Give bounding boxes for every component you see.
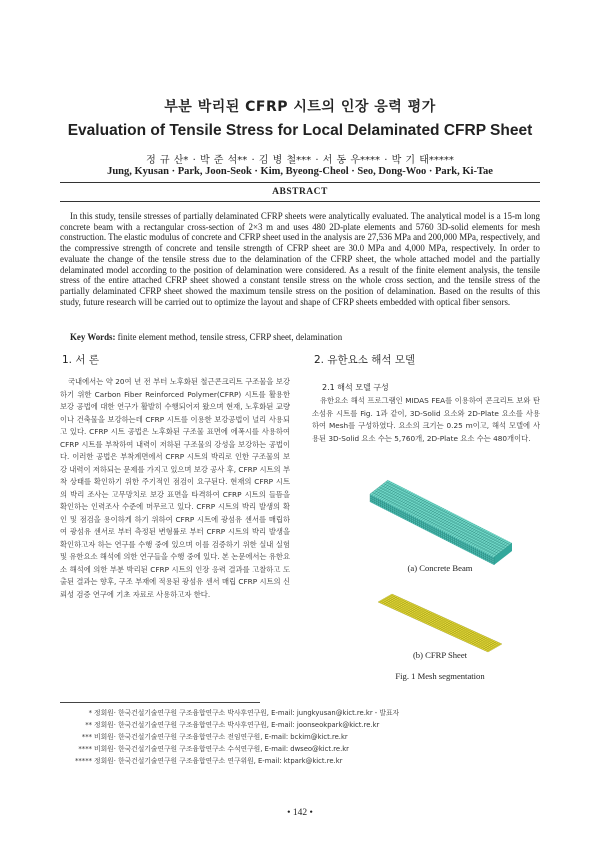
abstract-heading-rule [60, 201, 540, 202]
mesh-line [389, 596, 499, 646]
abstract-top-rule [60, 182, 540, 183]
abstract-text: In this study, tensile stresses of partially delaminated CFRP sheets were analytically evaluated. The analytical model is a 15-m long concrete beam with a rectangular cross-section of 2×3 m and uses 480 2D-plate elements and 5760 3D-solid elements for mesh construction. The elastic modulus of concrete and CFRP sheet used in the analysis are 27,536 MPa and 200,000 MPa, respectively, and the compressive strength of concrete and tensile strength of CFRP sheet are 30.0 MPa and 4,000 MPa, respectively. In order to evaluate the change of the tensile stress due to the delamination of the CFRP sheet, the whole attached model and the partially delaminated model according to the position of delamination were considered. As a result of the finite element analysis, the tensile stress of the entire attached CFRP sheet showed a constant tensile stress on the whole cross section, and the tensile stress of the partially delaminated CFRP sheet showed the maximum tensile stress on the position of delamination. Based on the results of this study, future research will be carried out to optimize the layout and shape of CFRP sheets embedded with optical fiber sensors. [60, 211, 540, 307]
footnote-text: 정회원· 한국건설기술연구원 구조융합연구소 박사후연구원, E-mail: joonseokpark@kict.re.kr [94, 721, 380, 729]
mesh-line [387, 597, 497, 647]
authors-english: Jung, Kyusan · Park, Joon-Seok · Kim, Byeong-Cheol · Seo, Dong-Woo · Park, Ki-Tae [107, 166, 493, 177]
footnote-item [60, 743, 480, 753]
footnote-mark: ***** [75, 757, 92, 765]
section-1-heading: 1. 서 론 [62, 354, 99, 366]
footnote-item [60, 707, 480, 717]
keywords-text: finite element method, tensile stress, CFRP sheet, delamination [115, 332, 343, 342]
footnote-text: 정회원· 한국건설기술연구원 구조융합연구소 박사후연구원, E-mail: jungkyusan@kict.re.kr - 발표자 [94, 709, 400, 717]
mesh-line [379, 487, 503, 550]
cfrp-sheet-figure [370, 588, 510, 658]
mesh-line [378, 602, 488, 652]
concrete-beam-figure [360, 468, 520, 568]
keywords [70, 332, 540, 342]
mesh-line [382, 600, 492, 650]
footnote-text: 정회원· 한국건설기술연구원 구조융합연구소 연구위원, E-mail: ktpark@kict.re.kr [94, 757, 343, 765]
footnote-mark: ** [85, 721, 92, 729]
footnote-item [60, 755, 480, 765]
figure-1b-caption: (b) CFRP Sheet [412, 650, 468, 660]
paper-title-korean: 부분 박리된 CFRP 시트의 인장 응력 평가 [164, 99, 436, 115]
subsection-2-1-body: 유한요소 해석 프로그램인 MIDAS FEA를 이용하여 콘크리트 보와 탄소섬유 시트를 Fig. 1과 같이, 3D-Solid 요소와 2D-Plate 요소를 사용하여 Mesh를 구성하였다. 요소의 크기는 0.25 m이고, 해석 모델에 사용된 3D-Solid 요소 수는 5,760개, 2D-Plate 요소 수는 480개이다. [312, 396, 540, 443]
subsection-2-1-heading: 2.1 해석 모델 구성 [322, 383, 389, 392]
footnote-mark: * [88, 709, 92, 717]
section-2-heading: 2. 유한요소 해석 모델 [314, 354, 416, 366]
figure-1-caption: Fig. 1 Mesh segmentation [395, 671, 485, 681]
section-1-body: 국내에서는 약 20여 년 전 부터 노후화된 철근콘크리트 구조물을 보강하기 위한 Carbon Fiber Reinforced Polymer(CFRP) 시트를 활용한 보강 공법에 대한 연구가 활발히 수행되어져 왔으며 현재, 노후화된 교량이나 건축물을 보강하는데 CFRP 시트를 이용한 보강공법이 널리 사용되고 있다. CFRP 시트 공법은 노후화된 구조물 표면에 에폭시를 사용하여 CFRP 시트를 부착하여 내력이 저하된 구조물의 강성을 보강하는 공법이다. 이러한 공법은 부착계면에서 CFRP 시트의 박리로 인한 구조물의 보강 내력이 저하되는 문제를 가지고 있으며 보강 공사 후, CFRP 시트의 부착 상태를 확인하기 위한 주기적인 점검이 요구된다. 현재의 CFRP 시트의 박리 조사는 고무망치로 보강 표면을 타격하여 CFRP 시트의 들뜸을 확인하는 인력조사 수준에 머무르고 있다. CFRP 시트의 박리 발생의 확인 및 점검을 용이하게 하기 위하여 CFRP 시트에 광섬유 센서를 매립하여 광섬유 센서로 부터 측정된 변형률로 부터 CFRP 시트의 박리 발생을 확인하고자 하는 연구를 수행 중에 있으며 이를 검증하기 위한 실내 실험 및 유한요소 해석에 의한 연구들을 수행 중에 있다. 본 논문에서는 유한요소 해석에 의한 부분 박리된 CFRP 시트의 인장 응력 결과를 고찰하고 도출된 결과는 향후, 구조 부재에 적용된 광섬유 센서 매립 CFRP 시트의 신뢰성 검증 연구에 기초 자료로 사용하고자 한다. [60, 377, 290, 599]
abstract-heading: ABSTRACT [272, 187, 328, 197]
mesh-line [392, 594, 502, 644]
footnote-text: 비회원· 한국건설기술연구원 구조융합연구소 전임연구원, E-mail: bckim@kict.re.kr [94, 733, 348, 741]
mesh-line [390, 595, 500, 645]
authors-korean: 정 규 산* · 박 준 석** · 김 병 철*** · 서 동 우**** · 박 기 태***** [146, 155, 454, 166]
page-number: • 142 • [287, 808, 313, 818]
mesh-line [375, 491, 499, 554]
mesh-line [380, 601, 490, 651]
footnote-rule [60, 702, 260, 703]
footnote-text: 비회원· 한국건설기술연구원 구조융합연구소 수석연구원, E-mail: dwseo@kict.re.kr [94, 745, 349, 753]
footnote-item [60, 719, 480, 729]
mesh-line [385, 598, 495, 648]
mesh-line [372, 492, 496, 555]
footnote-mark: **** [78, 745, 92, 753]
footnote-item [60, 731, 480, 741]
figure-1a-caption: (a) Concrete Beam [407, 563, 473, 573]
paper-title-english: Evaluation of Tensile Stress for Local Delaminated CFRP Sheet [67, 122, 533, 139]
cfrp-sheet-mesh-lines [378, 594, 502, 652]
footnote-mark: *** [81, 733, 92, 741]
mesh-line [383, 599, 493, 649]
keywords-label: Key Words: [70, 332, 116, 342]
mesh-line [377, 489, 501, 552]
